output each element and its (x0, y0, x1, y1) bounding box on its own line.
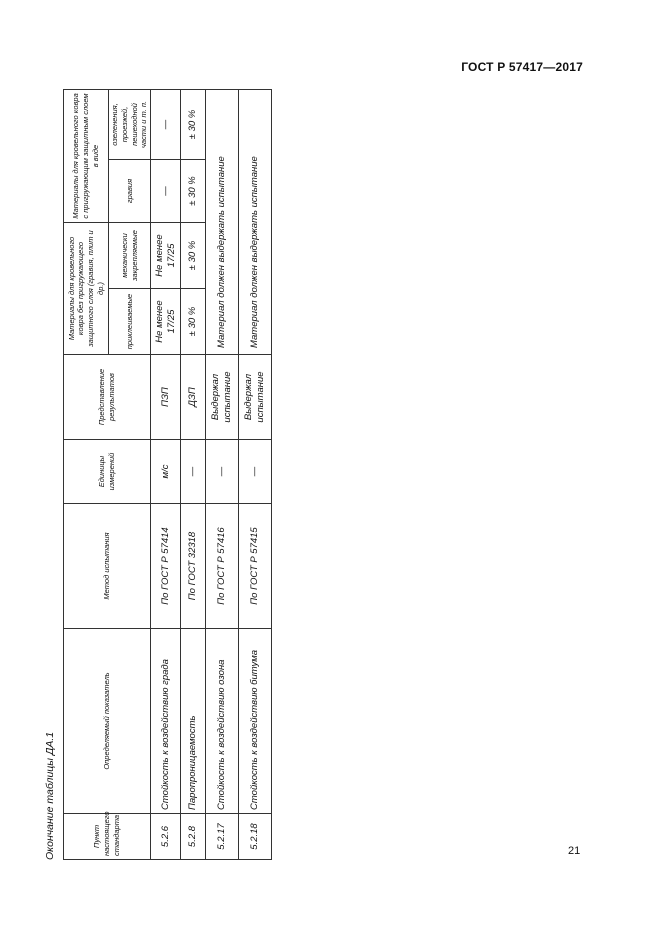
row-value-adhered: ± 30 % (181, 289, 206, 355)
row-indicator: Стойкость к воздействию озона (206, 629, 239, 814)
row-clause: 5.2.8 (181, 814, 206, 860)
header-units: Единицы измерений (64, 440, 151, 504)
row-value-mechanical: Не менее 17/25 (151, 222, 181, 288)
row-value-gravel: ± 30 % (181, 159, 206, 222)
row-units: — (239, 440, 272, 504)
document-header: ГОСТ Р 57417—2017 (461, 60, 583, 74)
row-clause: 5.2.18 (239, 814, 272, 860)
table-row (239, 89, 272, 859)
header-method: Метод испытания (64, 504, 151, 629)
header-group-with-ballast: Материалы для кровельного ковра с пригружающим защитным слоем в виде (64, 89, 109, 222)
row-value-gravel: — (151, 159, 181, 222)
row-value-green: ± 30 % (181, 89, 206, 159)
row-indicator: Стойкость к воздействию битума (239, 629, 272, 814)
row-merged-requirement: Материал должен выдержать испытание (239, 89, 272, 354)
row-value-green: — (151, 89, 181, 159)
row-clause: 5.2.17 (206, 814, 239, 860)
row-units: — (181, 440, 206, 504)
table-row (151, 89, 181, 859)
row-method: По ГОСТ Р 57414 (151, 504, 181, 629)
row-method: По ГОСТ Р 57416 (206, 504, 239, 629)
row-value-adhered: Не менее 17/25 (151, 289, 181, 355)
row-units: — (206, 440, 239, 504)
row-value-mechanical: ± 30 % (181, 222, 206, 288)
row-presentation: ПЗП (151, 355, 181, 440)
table-caption: Окончание таблицы ДА.1 (44, 731, 56, 860)
row-method: По ГОСТ 32318 (181, 504, 206, 629)
rotated-table-block (40, 90, 280, 860)
header-group-without-ballast: Материалы для кровельного ковра без пригружающего защитного слоя (гравия, плит и др.) (64, 222, 109, 354)
row-indicator: Паропроницаемость (181, 629, 206, 814)
row-presentation: Выдержал испытание (206, 355, 239, 440)
header-mechanically-fixed: механически закрепляемые (109, 222, 151, 288)
header-presentation: Представление результатов (64, 355, 151, 440)
header-gravel: гравия (109, 159, 151, 222)
row-clause: 5.2.6 (151, 814, 181, 860)
header-indicator: Определяемый показатель (64, 629, 151, 814)
header-green-roof: озеленения, проезжей, пешеходной части и т. п. (109, 89, 151, 159)
requirements-table (63, 89, 272, 860)
header-clause: Пункт настоящего стандарта (64, 814, 151, 860)
row-method: По ГОСТ Р 57415 (239, 504, 272, 629)
row-presentation: Выдержал испытание (239, 355, 272, 440)
row-indicator: Стойкость к воздействию града (151, 629, 181, 814)
row-merged-requirement: Материал должен выдержать испытание (206, 89, 239, 354)
row-units: м/с (151, 440, 181, 504)
page-number: 21 (568, 845, 581, 857)
header-adhered: приклеиваемые (109, 289, 151, 355)
row-presentation: ДЗП (181, 355, 206, 440)
table-row (206, 89, 239, 859)
table-row (181, 89, 206, 859)
